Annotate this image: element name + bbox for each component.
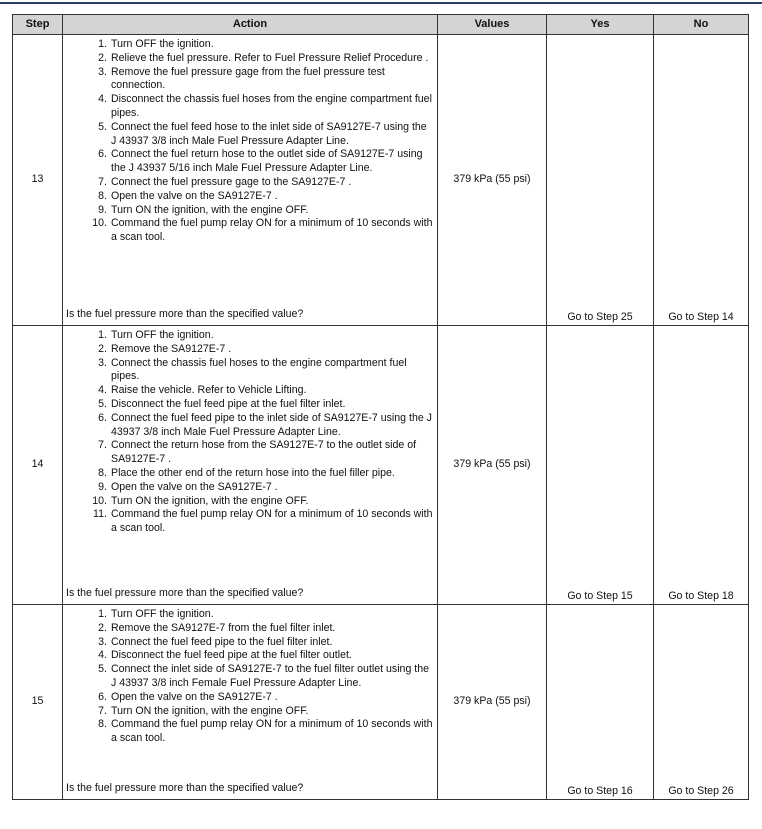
step-number: 14: [13, 326, 63, 605]
action-item: 1. Turn OFF the ignition.: [98, 329, 214, 341]
diagnostic-table: [12, 14, 749, 800]
action-list: [66, 329, 433, 536]
action-item: 4. Disconnect the fuel feed pipe at the fuel filter outlet.: [98, 649, 352, 662]
action-list: [66, 38, 433, 245]
header-step: Step: [13, 15, 63, 35]
table-row: [13, 326, 749, 605]
header-action: Action: [63, 15, 438, 35]
action-cell: [63, 326, 438, 605]
action-item: 11. Command the fuel pump relay ON for a minimum of 10 seconds with a scan tool.: [93, 508, 433, 535]
no-link[interactable]: Go to Step 26: [654, 605, 749, 800]
action-item: 6. Open the valve on the SA9127E-7 .: [98, 690, 278, 703]
action-item: 7. Connect the fuel pressure gage to the SA9127E-7 .: [98, 175, 352, 188]
header-yes: Yes: [547, 15, 654, 35]
action-item: 4. Disconnect the chassis fuel hoses from the engine compartment fuel pipes.: [98, 93, 432, 119]
no-link[interactable]: Go to Step 18: [654, 326, 749, 605]
header-values: Values: [438, 15, 547, 35]
header-no: No: [654, 15, 749, 35]
question-text: Is the fuel pressure more than the specified value?: [66, 587, 304, 600]
action-item: 9. Open the valve on the SA9127E-7 .: [98, 480, 278, 493]
action-item: 6. Connect the fuel feed pipe to the inlet side of SA9127E-7 using the J 43937 3/8 inch Male Fuel Pressure Adapter Line.: [98, 411, 432, 438]
value-cell: 379 kPa (55 psi): [438, 605, 547, 800]
action-item: 3. Remove the fuel pressure gage from the fuel pressure test connection.: [98, 65, 385, 92]
action-item: 8. Place the other end of the return hose into the fuel filler pipe.: [98, 466, 395, 479]
action-item: 1. Turn OFF the ignition.: [98, 38, 214, 50]
step-number: 15: [13, 605, 63, 800]
question-text: Is the fuel pressure more than the specified value?: [66, 308, 304, 321]
step-number: 13: [13, 35, 63, 326]
action-cell: [63, 35, 438, 326]
yes-link[interactable]: Go to Step 15: [547, 326, 654, 605]
action-item: 3. Connect the fuel feed pipe to the fuel filter inlet.: [98, 635, 333, 648]
action-item: 8. Command the fuel pump relay ON for a minimum of 10 seconds with a scan tool.: [98, 718, 433, 745]
action-item: 6. Connect the fuel return hose to the outlet side of SA9127E-7 using the J 43937 5/16 inch Male Fuel Pressure Adapter Line.: [98, 148, 423, 175]
action-item: 3. Connect the chassis fuel hoses to the engine compartment fuel pipes.: [98, 356, 407, 383]
action-item: 9. Turn ON the ignition, with the engine OFF.: [98, 203, 309, 216]
yes-link[interactable]: Go to Step 16: [547, 605, 654, 800]
header-row: [13, 15, 749, 35]
action-item: 1. Turn OFF the ignition.: [98, 608, 214, 620]
action-item: 2. Relieve the fuel pressure. Refer to Fuel Pressure Relief Procedure .: [98, 51, 429, 64]
table-row: [13, 35, 749, 326]
yes-link[interactable]: Go to Step 25: [547, 35, 654, 326]
action-item: 2. Remove the SA9127E-7 .: [98, 342, 232, 355]
action-item: 7. Turn ON the ignition, with the engine OFF.: [98, 704, 309, 717]
question-text: Is the fuel pressure more than the specified value?: [66, 782, 304, 795]
action-item: 2. Remove the SA9127E-7 from the fuel filter inlet.: [98, 621, 336, 634]
table-row: [13, 605, 749, 800]
value-cell: 379 kPa (55 psi): [438, 35, 547, 326]
top-border-line: [0, 2, 762, 4]
action-list: [66, 608, 433, 746]
value-cell: 379 kPa (55 psi): [438, 326, 547, 605]
action-item: 7. Connect the return hose from the SA9127E-7 to the outlet side of SA9127E-7 .: [98, 439, 417, 466]
action-item: 10. Turn ON the ignition, with the engine OFF.: [92, 494, 309, 507]
action-item: 10. Command the fuel pump relay ON for a minimum of 10 seconds with a scan tool.: [92, 217, 433, 244]
action-item: 5. Disconnect the fuel feed pipe at the fuel filter inlet.: [98, 397, 346, 410]
action-item: 5. Connect the inlet side of SA9127E-7 to the fuel filter outlet using the J 43937 3/8 inch Female Fuel Pressure Adapter Line.: [98, 663, 430, 689]
action-item: 5. Connect the fuel feed hose to the inlet side of SA9127E-7 using the J 43937 3/8 inch Male Fuel Pressure Adapter Line.: [98, 120, 427, 147]
no-link[interactable]: Go to Step 14: [654, 35, 749, 326]
action-item: 4. Raise the vehicle. Refer to Vehicle Lifting.: [98, 384, 307, 397]
action-cell: [63, 605, 438, 800]
action-item: 8. Open the valve on the SA9127E-7 .: [98, 189, 278, 202]
